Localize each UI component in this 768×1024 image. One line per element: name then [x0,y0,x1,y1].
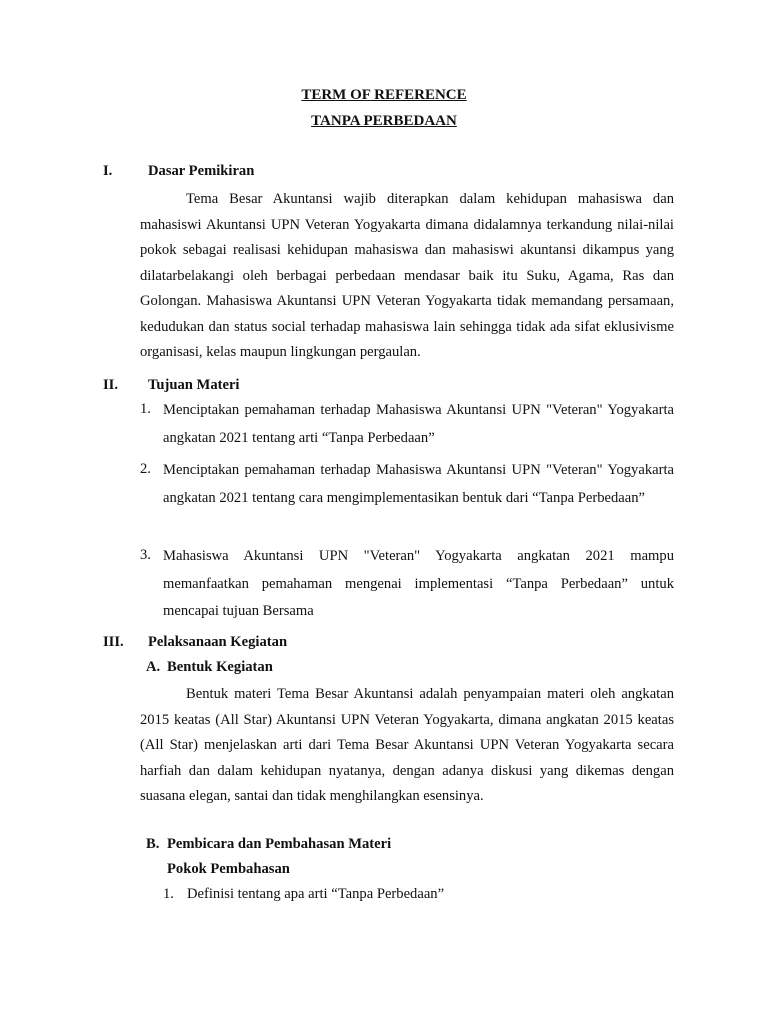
list-item: Menciptakan pemahaman terhadap Mahasiswa Akuntansi UPN "Veteran" Yogyakarta angkatan 2021 tentang cara mengimplementasikan bentuk dari “Tanpa Perbedaan” [163,462,674,506]
section-heading: Pelaksanaan Kegiatan [148,634,288,650]
subsubsection-heading: Pokok Pembahasan [167,861,290,877]
subsection-label: B. [146,836,160,852]
section-numeral: II. [103,377,119,393]
document-subtitle: TANPA PERBEDAAN [311,113,457,129]
list-item-number: 1. [163,886,174,902]
list-item: Definisi tentang apa arti “Tanpa Perbedaan” [187,886,445,902]
subsection-heading: Bentuk Kegiatan [167,659,273,675]
list-item: Menciptakan pemahaman terhadap Mahasiswa Akuntansi UPN "Veteran" Yogyakarta angkatan 2021 tentang arti “Tanpa Perbedaan” [163,402,674,446]
section-numeral: III. [103,634,124,650]
subsection-heading: Pembicara dan Pembahasan Materi [167,836,392,852]
section-heading: Dasar Pemikiran [148,163,255,179]
section-paragraph: Tema Besar Akuntansi wajib diterapkan dalam kehidupan mahasiswa dan mahasiswi Akuntansi UPN Veteran Yogyakarta dimana didalamnya terkandung nilai-nilai pokok sebagai realisasi kehidupan mahasiswa dan mahasiswi akuntansi dikampus yang dilatarbelakangi oleh berbagai perbedaan mendasar baik itu Suku, Agama, Ras dan Golongan. Mahasiswa Akuntansi UPN Veteran Yogyakarta tidak memandang persamaan, kedudukan dan status social terhadap mahasiswa lain sehingga tidak ada sifat eklusivisme organisasi, kelas maupun lingkungan pergaulan. [140,191,674,360]
subsection-label: A. [146,659,161,675]
list-item-number: 1. [140,401,151,417]
section-numeral: I. [103,163,113,179]
document-title: TERM OF REFERENCE [301,87,467,103]
list-item: Mahasiswa Akuntansi UPN "Veteran" Yogyakarta angkatan 2021 mampu memanfaatkan pemahaman mengenai implementasi “Tanpa Perbedaan” untuk mencapai tujuan Bersama [163,548,674,619]
subsection-paragraph: Bentuk materi Tema Besar Akuntansi adalah penyampaian materi oleh angkatan 2015 keatas (All Star) Akuntansi UPN Veteran Yogyakarta, dimana angkatan 2015 keatas (All Star) menjelaskan arti dari Tema Besar Akuntansi UPN Veteran Yogyakarta secara harfiah dan dalam kehidupan nyatanya, dengan adanya diskusi yang dikemas dengan suasana elegan, santai dan tidak menghilangkan esensinya. [140,686,674,804]
list-item-number: 2. [140,461,151,477]
list-item-number: 3. [140,547,151,563]
section-heading: Tujuan Materi [148,377,240,393]
